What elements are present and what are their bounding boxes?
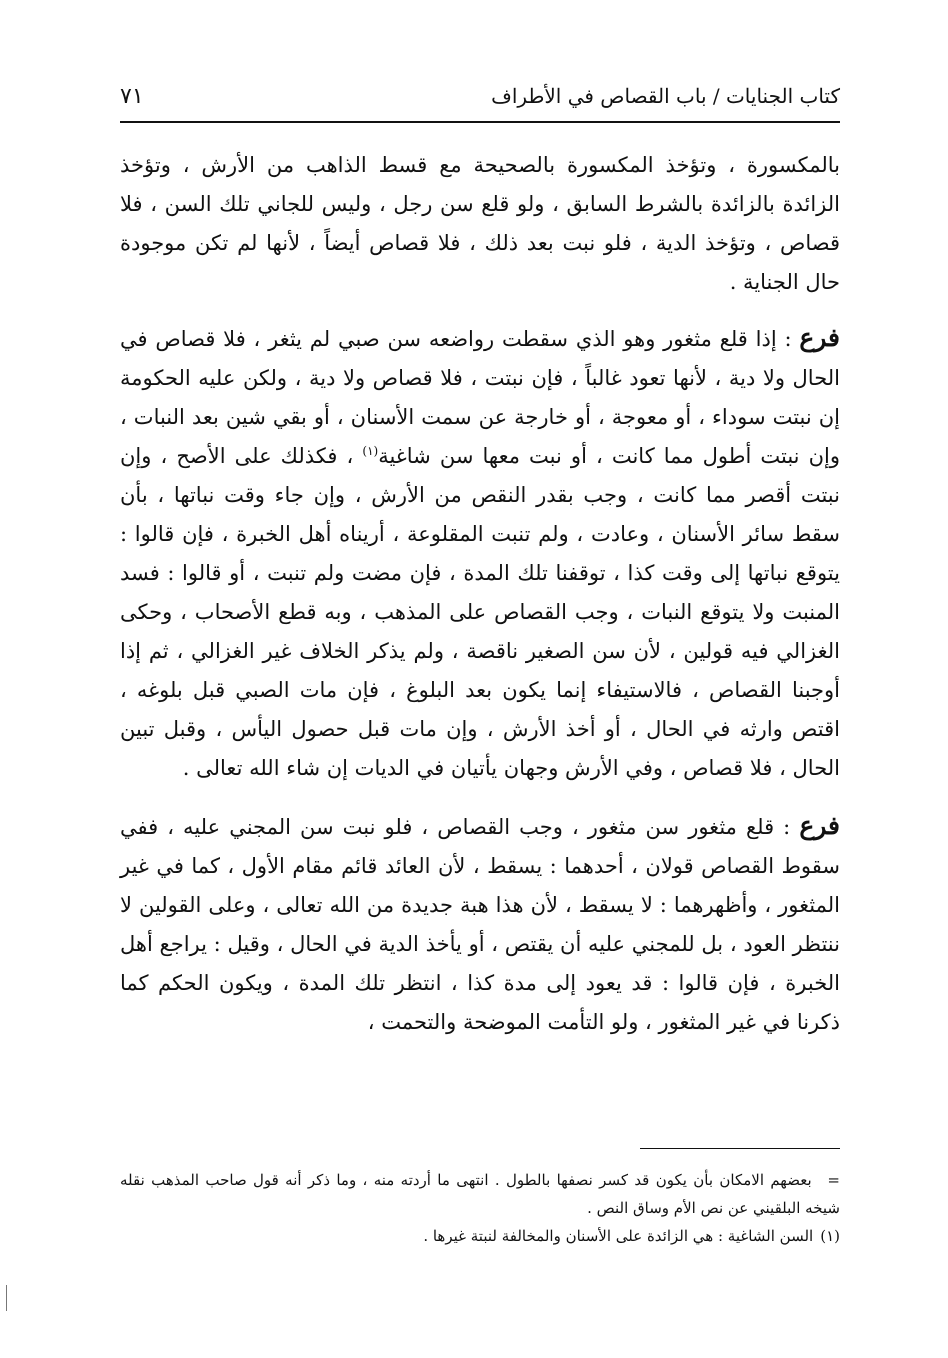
section-label-far: فرع (799, 323, 840, 352)
page-number: ٧١ (120, 84, 144, 109)
paragraph-1: بالمكسورة ، وتؤخذ المكسورة بالصحيحة مع قسط الذاهب من الأرش ، وتؤخذ الزائدة بالزائدة بالشرط السابق ، ولو قلع سن رجل ، وليس للجاني تلك السن ، فلا قصاص ، وتؤخذ الدية ، فلو نبت بعد ذلك ، فلا قصاص أيضاً ، لأنها لم تكن موجودة حال الجناية . (120, 153, 840, 294)
main-text (120, 146, 840, 1042)
footnote-continuation-text: بعضهم الامكان بأن يكون قد كسر نصفها بالطول . انتهى ما أردته منه ، وما ذكر أنه قول صاحب المذهب نقله شيخه البلقيني عن نص الأم وساق النص . (120, 1171, 840, 1217)
chapter-title: كتاب الجنايات / باب القصاص في الأطراف (491, 84, 840, 108)
paragraph-3 (120, 806, 840, 1042)
section-label-far: فرع (799, 811, 840, 840)
footnotes (120, 1166, 840, 1250)
paragraph-2 (120, 318, 840, 788)
footnote-1-text: السن الشاغية : هي الزائدة على الأسنان والمخالفة لنبتة غيرها . (423, 1227, 814, 1245)
header-divider (120, 121, 840, 123)
footnote-reference[interactable]: (١) (362, 444, 379, 458)
footnote-1-marker: (١) (820, 1227, 840, 1245)
paragraph-2-text-a: : إذا قلع مثغور وهو الذي سقطت رواضعه سن صبي لم يثغر ، فلا قصاص في الحال ولا دية ، لأنها تعود غالباً ، فإن نبتت ، فلا قصاص ولا دية ، ولكن عليه الحكومة إن نبتت سوداء ، أو معوجة ، أو خارجة عن سمت الأسنان ، أو بقي شين بعد النبات ، وإن نبتت أطول مما كانت ، أو نبت معها سن شاغية (120, 327, 840, 468)
paragraph-2-text-b: ، فكذلك على الأصح ، وإن نبتت أقصر مما كانت ، وجب بقدر النقص من الأرش ، وإن جاء وقت نباتها ، بأن سقط سائر الأسنان ، وعادت ، ولم تنبت المقلوعة ، أريناه أهل الخبرة ، فإن قالوا : يتوقع نباتها إلى وقت كذا ، توقفنا تلك المدة ، فإن مضت ولم تنبت ، أو قالوا : فسد المنبت ولا يتوقع النبات ، وجب القصاص على المذهب ، وبه قطع الأصحاب ، وحكى الغزالي فيه قولين ، لأن سن الصغير ناقصة ، ولم يذكر الخلاف غير الغزالي ، ثم إذا أوجبنا القصاص ، فالاستيفاء إنما يكون بعد البلوغ ، فإن مات الصبي قبل بلوغه ، اقتص وارثه في الحال ، أو أخذ الأرش ، وإن مات قبل حصول اليأس ، وقبل تبين الحال ، فلا قصاص ، وفي الأرش وجهان يأتيان في الديات إن شاء الله تعالى . (120, 444, 840, 780)
running-header (120, 82, 840, 118)
scan-mark (6, 1285, 7, 1311)
footnote-1 (120, 1222, 840, 1250)
continuation-mark: = (827, 1171, 840, 1189)
paragraph-3-text: : قلع مثغور سن مثغور ، وجب القصاص ، فلو نبت سن المجني عليه ، ففي سقوط القصاص قولان ، أحدهما : يسقط ، لأن العائد قائم مقام الأول ، كما في غير المثغور ، وأظهرهما : لا يسقط ، لأن هذا هبة جديدة من الله تعالى ، وعلى القولين لا ننتظر العود ، بل للمجني عليه أن يقتص ، أو يأخذ الدية في الحال ، وقيل : يراجع أهل الخبرة ، فإن قالوا : قد يعود إلى مدة كذا ، انتظر تلك المدة ، ويكون الحكم كما ذكرنا في غير المثغور ، ولو التأمت الموضحة والتحمت ، (120, 815, 840, 1034)
footnote-continuation (120, 1166, 840, 1222)
footnote-divider (640, 1148, 840, 1149)
